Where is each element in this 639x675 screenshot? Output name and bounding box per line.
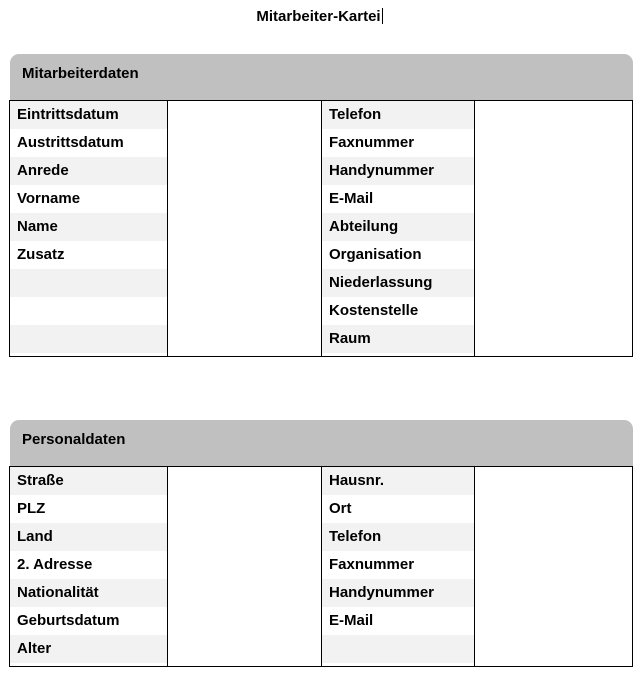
field-label: Geburtsdatum — [17, 612, 120, 629]
field-label: Land — [17, 528, 53, 545]
field-label: E-Mail — [329, 190, 374, 207]
column-divider — [474, 101, 475, 356]
field-label: Vorname — [17, 190, 81, 207]
adresse-2-value-cell[interactable] — [168, 551, 321, 579]
field-label: Faxnummer — [329, 134, 415, 151]
alter-value-cell[interactable] — [168, 635, 321, 663]
field-label: Telefon — [329, 106, 382, 123]
plz-value-cell[interactable] — [168, 495, 321, 523]
text-cursor — [382, 8, 383, 24]
personaldaten-table — [9, 466, 633, 667]
section-header-personaldaten — [10, 420, 633, 466]
field-label: Eintrittsdatum — [17, 106, 119, 123]
field-label: Austrittsdatum — [17, 134, 124, 151]
column-divider — [167, 101, 168, 356]
field-label: Alter — [17, 640, 52, 657]
field-label: Telefon — [329, 528, 382, 545]
field-label: Kostenstelle — [329, 302, 419, 319]
field-label: Organisation — [329, 246, 422, 263]
right-value-column[interactable] — [475, 101, 632, 356]
empty-value-cell[interactable] — [168, 325, 321, 353]
geburtsdatum-value-cell[interactable] — [168, 607, 321, 635]
field-label: Faxnummer — [329, 556, 415, 573]
column-divider — [474, 467, 475, 666]
field-label: E-Mail — [329, 612, 374, 629]
land-value-cell[interactable] — [168, 523, 321, 551]
right-value-column[interactable] — [475, 467, 632, 666]
document-title-text: Mitarbeiter-Kartei — [256, 8, 381, 25]
column-divider — [321, 101, 322, 356]
empty-value-cell[interactable] — [168, 297, 321, 325]
field-label: Niederlassung — [329, 274, 433, 291]
field-label: Raum — [329, 330, 371, 347]
name-value-cell[interactable] — [168, 213, 321, 241]
section-title: Mitarbeiterdaten — [22, 65, 139, 82]
field-label: 2. Adresse — [17, 556, 93, 573]
section-header-mitarbeiterdaten — [10, 54, 633, 100]
section-title: Personaldaten — [22, 431, 126, 448]
column-divider — [167, 467, 168, 666]
field-label: Hausnr. — [329, 472, 385, 489]
field-label: Name — [17, 218, 58, 235]
field-label: Handynummer — [329, 162, 435, 179]
field-label: Nationalität — [17, 584, 99, 601]
column-divider — [321, 467, 322, 666]
field-label: PLZ — [17, 500, 46, 517]
empty-value-cell[interactable] — [168, 269, 321, 297]
eintrittsdatum-value-cell[interactable] — [168, 101, 321, 129]
nationalitaet-value-cell[interactable] — [168, 579, 321, 607]
mitarbeiterdaten-table — [9, 100, 633, 357]
zusatz-value-cell[interactable] — [168, 241, 321, 269]
vorname-value-cell[interactable] — [168, 185, 321, 213]
field-label: Anrede — [17, 162, 69, 179]
field-label: Straße — [17, 472, 64, 489]
field-label: Ort — [329, 500, 352, 517]
document-title[interactable] — [0, 8, 639, 25]
field-label: Zusatz — [17, 246, 65, 263]
austrittsdatum-value-cell[interactable] — [168, 129, 321, 157]
field-label: Handynummer — [329, 584, 435, 601]
strasse-value-cell[interactable] — [168, 467, 321, 495]
anrede-value-cell[interactable] — [168, 157, 321, 185]
field-label: Abteilung — [329, 218, 399, 235]
